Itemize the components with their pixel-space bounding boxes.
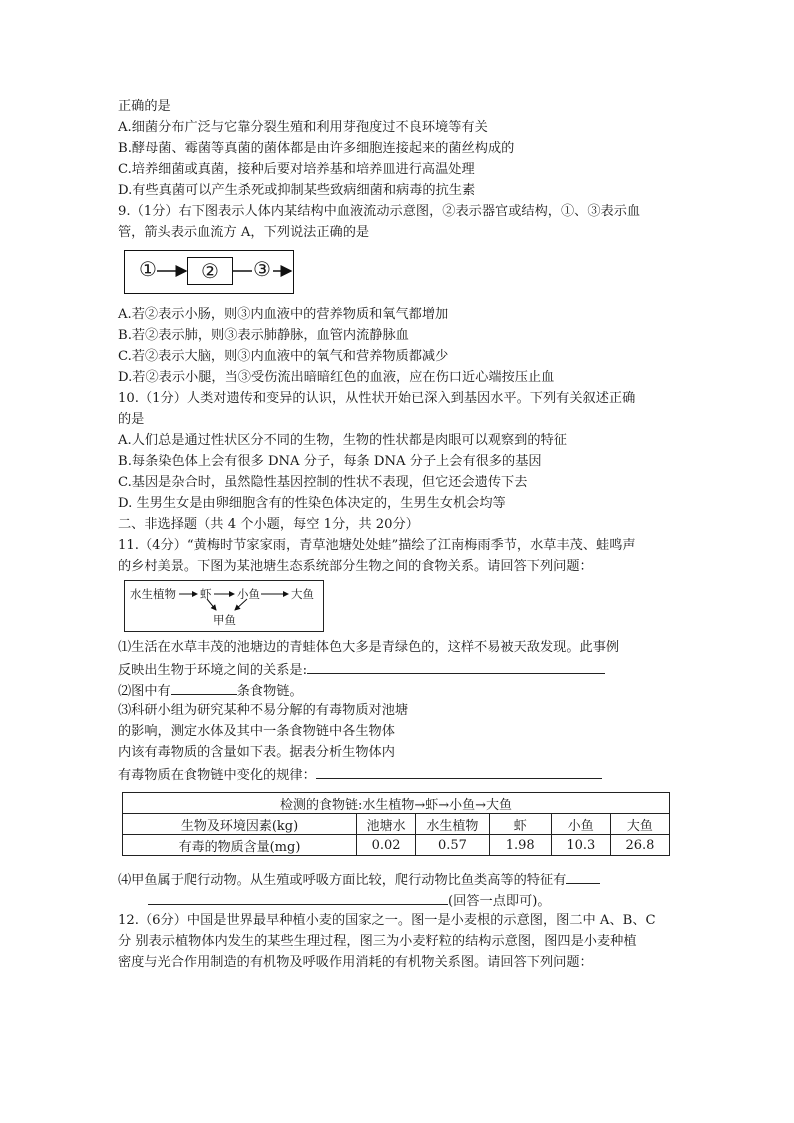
q10-stem-line2: 的是 bbox=[118, 412, 145, 427]
q11-part2 bbox=[118, 680, 303, 702]
table-header-row bbox=[123, 814, 670, 835]
q11-part4-line1 bbox=[118, 869, 600, 891]
table-cell: 26.8 bbox=[610, 835, 669, 856]
q11-part1-line1: ⑴生活在水草丰茂的池塘边的青蛙体色大多是青绿色的，这样不易被天敌发现。此事例 bbox=[118, 640, 620, 655]
blood-flow-diagram bbox=[124, 250, 294, 294]
table-cell: 1.98 bbox=[489, 835, 551, 856]
food-web-diagram bbox=[124, 580, 324, 632]
section-2-heading: 二、非选择题（共 4 个小题，每空 1分，共 20分） bbox=[118, 517, 419, 532]
q11-part4-tail: (回答一点即可)。 bbox=[448, 894, 551, 909]
table-title: 检测的食物链:水生植物→虾→小鱼→大鱼 bbox=[123, 793, 670, 814]
q8-option-b: B.酵母菌、霉菌等真菌的菌体都是由许多细胞连接起来的菌丝构成的 bbox=[118, 141, 515, 156]
node-shrimp: 虾 bbox=[200, 587, 212, 601]
answer-blank-4b[interactable] bbox=[148, 890, 448, 905]
q11-part4-line2 bbox=[148, 890, 551, 912]
q11-stem-line2: 的乡村美景。下图为某池塘生态系统部分生物之间的食物关系。请回答下列问题： bbox=[118, 559, 593, 574]
node-big-fish: 大鱼 bbox=[291, 587, 314, 601]
q11-part3-line3: 内该有毒物质的含量如下表。据表分析生物体内 bbox=[118, 745, 395, 760]
q8-option-c: C.培养细菌或真菌，接种后要对培养基和培养皿进行高温处理 bbox=[118, 162, 475, 177]
q12-stem-line2: 分 别表示植物体内发生的某些生理过程，图三为小麦籽粒的结构示意图，图四是小麦种植 bbox=[118, 934, 637, 949]
q9-option-b: B.若②表示肺，则③表示肺静脉，血管内流静脉血 bbox=[118, 328, 409, 343]
q10-option-d: D. 生男生女是由卵细胞含有的性染色体决定的，生男生女机会均等 bbox=[118, 496, 506, 511]
answer-blank-4a[interactable] bbox=[566, 869, 600, 884]
q10-option-a: A.人们总是通过性状区分不同的生物，生物的性状都是肉眼可以观察到的特征 bbox=[118, 433, 567, 448]
q12-stem-line3: 密度与光合作用制造的有机物及呼吸作用消耗的有机物关系图。请回答下列问题： bbox=[118, 955, 593, 970]
answer-blank-2[interactable] bbox=[171, 680, 237, 695]
table-header-cell: 水生植物 bbox=[416, 814, 490, 835]
q10-option-b: B.每条染色体上会有很多 DNA 分子，每条 DNA 分子上会有很多的基因 bbox=[118, 454, 542, 469]
table-header-cell: 生物及环境因素(kg) bbox=[123, 814, 357, 835]
node-aquatic-plant: 水生植物 bbox=[130, 587, 176, 601]
q9-option-a: A.若②表示小肠，则③内血液中的营养物质和氧气都增加 bbox=[118, 307, 449, 322]
table-cell: 有毒的物质含量(mg) bbox=[123, 835, 357, 856]
q11-part1-line2 bbox=[118, 659, 605, 681]
q9-stem-line2: 管，箭头表示血流方 A，下列说法正确的是 bbox=[118, 225, 370, 240]
q8-stem: 正确的是 bbox=[118, 99, 171, 114]
q11-part2-text-a: ⑵图中有 bbox=[118, 684, 171, 699]
table-row bbox=[123, 835, 670, 856]
q11-part4-text: ⑷甲鱼属于爬行动物。从生殖或呼吸方面比较，爬行动物比鱼类高等的特征有 bbox=[118, 873, 567, 888]
q11-part3-line4 bbox=[118, 764, 602, 786]
answer-blank-3[interactable] bbox=[316, 764, 602, 779]
node-small-fish: 小鱼 bbox=[237, 587, 260, 601]
q11-part1-text: 反映出生物于环境之间的关系是: bbox=[118, 663, 308, 678]
table-header-cell: 小鱼 bbox=[551, 814, 610, 835]
q8-option-a: A.细菌分布广泛与它靠分裂生殖和利用芽孢度过不良环境等有关 bbox=[118, 120, 488, 135]
q9-stem-line1: 9.（1分）右下图表示人体内某结构中血液流动示意图，②表示器官或结构，①、③表示血 bbox=[118, 204, 641, 219]
answer-blank-1[interactable] bbox=[307, 659, 605, 674]
table-header-cell: 池塘水 bbox=[357, 814, 416, 835]
q11-part3-line1: ⑶科研小组为研究某种不易分解的有毒物质对池塘 bbox=[118, 703, 409, 718]
q11-stem-line1: 11.（4分）“黄梅时节家家雨，青草池塘处处蛙”描绘了江南梅雨季节，水草丰茂、蛙鸣声 bbox=[118, 538, 636, 553]
table-cell: 10.3 bbox=[551, 835, 610, 856]
node-turtle: 甲鱼 bbox=[213, 613, 236, 627]
vessel-3-label: ③ bbox=[253, 257, 271, 281]
q9-option-d: D.若②表示小腿，当③受伤流出暗暗红色的血液，应在伤口近心端按压止血 bbox=[118, 370, 555, 385]
table-cell: 0.02 bbox=[357, 835, 416, 856]
table-header-cell: 大鱼 bbox=[610, 814, 669, 835]
q12-stem-line1: 12.（6分）中国是世界最早种植小麦的国家之一。图一是小麦根的示意图，图二中 A、B、C bbox=[118, 913, 656, 928]
table-header-cell: 虾 bbox=[489, 814, 551, 835]
table-cell: 0.57 bbox=[416, 835, 490, 856]
q11-part3-text: 有毒物质在食物链中变化的规律： bbox=[118, 768, 316, 783]
q11-part2-text-b: 条食物链。 bbox=[236, 684, 303, 699]
vessel-1-label: ① bbox=[139, 257, 157, 281]
q10-option-c: C.基因是杂合时，虽然隐性基因控制的性状不表现，但它还会遗传下去 bbox=[118, 475, 528, 490]
toxin-table bbox=[122, 792, 670, 856]
q9-option-c: C.若②表示大脑，则③内血液中的氧气和营养物质都减少 bbox=[118, 349, 449, 364]
q11-part3-line2: 的影响，测定水体及其中一条食物链中各生物体 bbox=[118, 724, 395, 739]
q10-stem-line1: 10.（1分）人类对遗传和变异的认识，从性状开始已深入到基因水平。下列有关叙述正确 bbox=[118, 391, 636, 406]
q8-option-d: D.有些真菌可以产生杀死或抑制某些致病细菌和病毒的抗生素 bbox=[118, 183, 476, 198]
table-title-row bbox=[123, 793, 670, 814]
organ-2-box: ② bbox=[187, 257, 233, 285]
